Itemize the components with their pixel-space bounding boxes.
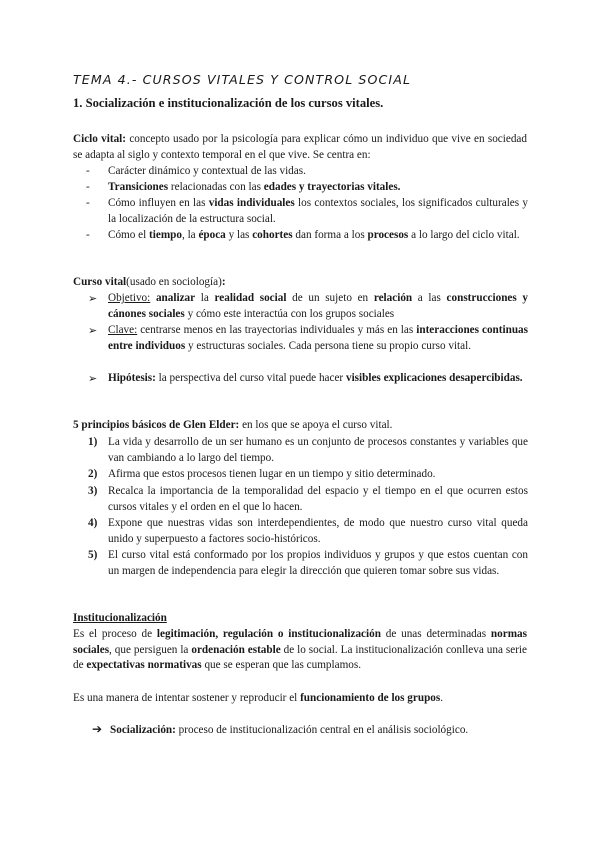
grupos-paragraph: Es una manera de intentar sostener y reproducir el funcionamiento de los grupos.: [73, 692, 444, 704]
ciclo-vital-definition: concepto usado por la psicología para explicar cómo un individuo que vive en sociedad se adapta al siglo y contexto temporal en el que vive. Se centra en:: [73, 133, 527, 161]
elder-principle-2: Afirma que estos procesos tienen lugar en un tiempo y sitio determinado.: [108, 468, 436, 480]
ciclo-item-3: Cómo influyen en las vidas individuales los contextos sociales, los significados culturales y la localización de la estructura social.: [108, 197, 528, 225]
dash-bullet: -: [86, 181, 90, 193]
curso-item-clave: Clave: centrarse menos en las trayectorias individuales y más en las interacciones continuas entre individuos y estructuras sociales. Cada persona tiene su propio curso vital.: [108, 324, 528, 352]
number-marker: 4): [88, 517, 98, 529]
ciclo-vital-paragraph: [73, 132, 527, 163]
socializacion-item: Socialización: proceso de institucionalización central en el análisis sociológico.: [110, 724, 469, 736]
number-marker: 2): [88, 468, 98, 480]
elder-principle-3: Recalca la importancia de la temporalidad del espacio y el tiempo en el que ocurren estos cursos vitales y el orden en el que lo hacen.: [108, 485, 528, 513]
elder-principle-5: El curso vital está conformado por los propios individuos y grupos y que estos cuentan con un margen de independencia para elegir la dirección que quieren tomar sobre sus vidas.: [108, 549, 528, 577]
institucionalizacion-heading: Institucionalización: [73, 612, 167, 624]
dash-bullet: -: [86, 197, 90, 209]
ciclo-item-4: Cómo el tiempo, la época y las cohortes dan forma a los procesos a lo largo del ciclo vital.: [108, 229, 520, 241]
curso-item-hipotesis: Hipótesis: la perspectiva del curso vital puede hacer visibles explicaciones desapercibidas.: [108, 372, 523, 384]
elder-heading: 5 principios básicos de Glen Elder: en los que se apoya el curso vital.: [73, 419, 393, 431]
ciclo-item-2: Transiciones relacionadas con las edades y trayectorias vitales.: [108, 181, 401, 193]
number-marker: 1): [88, 436, 98, 448]
dash-bullet: -: [86, 165, 90, 177]
arrow-bullet-icon: ➢: [88, 292, 98, 305]
institucionalizacion-paragraph: Es el proceso de legitimación, regulación o institucionalización de unas determinadas normas sociales, que persiguen la ordenación estable de lo social. La institucionalización conlleva una serie de expectativas normativas que se esperan que las cumplamos.: [73, 628, 527, 672]
topic-title: TEMA 4.- CURSOS VITALES Y CONTROL SOCIAL: [73, 72, 412, 87]
ciclo-item-1: Carácter dinámico y contextual de las vidas.: [108, 165, 306, 177]
number-marker: 5): [88, 549, 98, 561]
section-title: 1. Socialización e institucionalización de los cursos vitales.: [73, 96, 384, 110]
arrow-right-icon: ➔: [92, 722, 103, 736]
number-marker: 3): [88, 485, 98, 497]
elder-principle-4: Expone que nuestras vidas son interdependientes, de modo que nuestro curso vital queda unido y superpuesto a factores socio-históricos.: [108, 517, 528, 545]
dash-bullet: -: [86, 229, 90, 241]
arrow-bullet-icon: ➢: [88, 372, 98, 385]
arrow-bullet-icon: ➢: [88, 324, 98, 337]
curso-item-objetivo: Objetivo: analizar la realidad social de un sujeto en relación a las construcciones y cánones sociales y cómo este interactúa con los grupos sociales: [108, 292, 529, 320]
curso-vital-heading: Curso vital(usado en sociología):: [73, 276, 226, 288]
elder-principle-1: La vida y desarrollo de un ser humano es un conjunto de procesos constantes y variables que van cambiando a lo largo del tiempo.: [108, 436, 528, 464]
ciclo-vital-term: Ciclo vital:: [73, 133, 127, 145]
